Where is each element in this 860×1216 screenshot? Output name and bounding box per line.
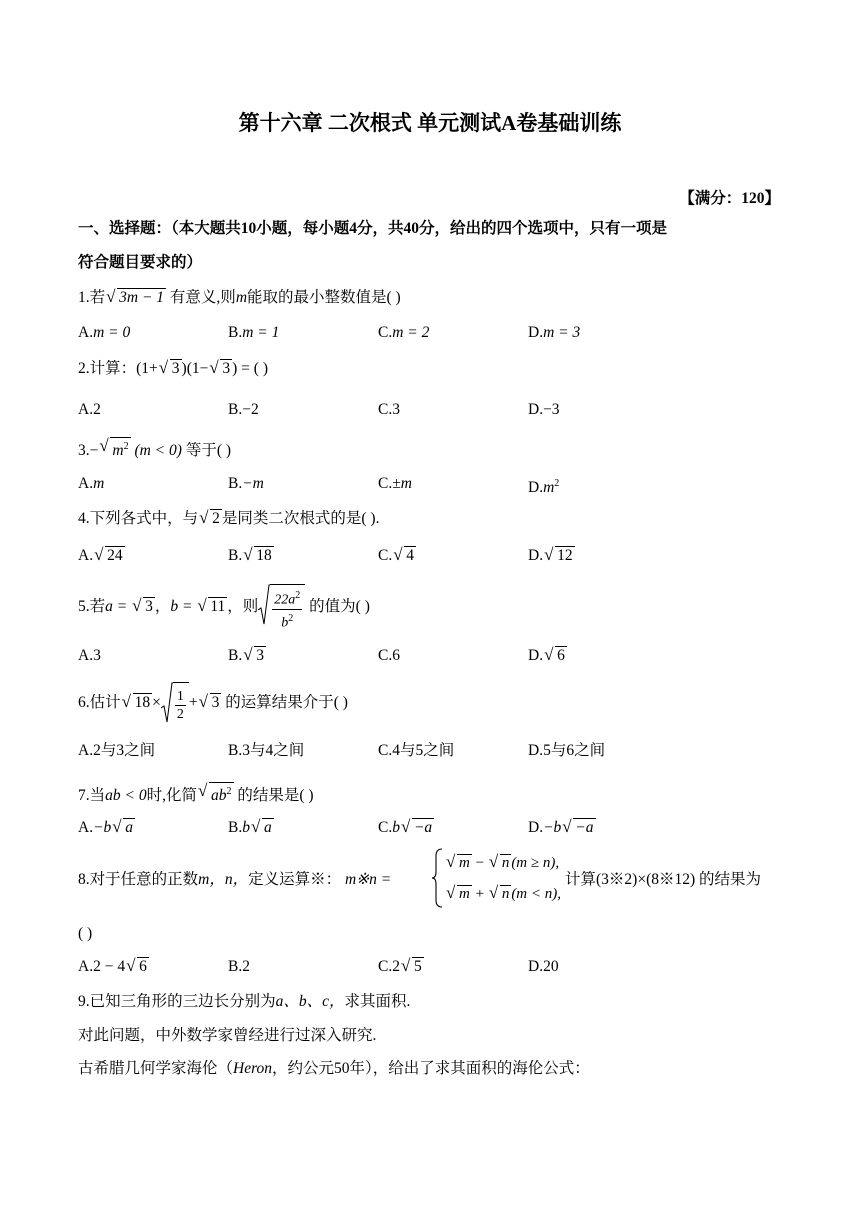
question-4-option-d[interactable]: D.√ 12 xyxy=(528,546,575,566)
question-1-option-d[interactable]: D.m = 3 xyxy=(528,324,581,341)
question-5-stem: 5.若a = √ 3 ，b = √ 11 ，则 $\frac{22a^2}{b^2}$ 的值为( ) xyxy=(78,584,370,631)
question-2-option-a[interactable]: A.2 xyxy=(78,401,101,418)
question-4-option-b[interactable]: B.√ 18 xyxy=(228,546,274,566)
question-8-stem-left: 8.对于任意的正数m，n，定义运算※： m※n = xyxy=(78,871,392,888)
question-8-stem-right: 计算(3※2)×(8※12) 的结果为 xyxy=(565,871,762,888)
question-8-answer-paren: ( ) xyxy=(78,925,93,942)
question-7-option-c[interactable]: C.b√ −a xyxy=(378,818,434,838)
question-2-option-b[interactable]: B.−2 xyxy=(228,401,259,418)
question-4-stem: 4.下列各式中，与√ 2 是同类二次根式的是( ). xyxy=(78,509,379,529)
piecewise-case-2: √ m + √ n (m < n), xyxy=(445,884,561,904)
question-8-option-c[interactable]: C.2√ 5 xyxy=(378,957,424,977)
half-root: $\frac{1}{2}$ xyxy=(161,682,189,725)
question-8-option-a[interactable]: A.2 − 4√ 6 xyxy=(78,957,149,977)
question-6-option-c[interactable]: C.4与5之间 xyxy=(378,742,455,759)
question-2-option-d[interactable]: D.−3 xyxy=(528,401,560,418)
question-6-option-a[interactable]: A.2与3之间 xyxy=(78,742,156,759)
question-1-option-b[interactable]: B.m = 1 xyxy=(228,324,280,341)
section-heading-line2: 符合题目要求的） xyxy=(78,254,203,271)
question-6-option-d[interactable]: D.5与6之间 xyxy=(528,742,606,759)
question-9-line-3: 古希腊几何学家海伦（Heron，约公元50年），给出了求其面积的海伦公式： xyxy=(78,1060,590,1077)
question-3-stem: 3.−√ $m^2$ (m < 0) 等于( ) xyxy=(78,437,231,461)
question-3-option-c[interactable]: C.±m xyxy=(378,475,412,492)
question-6-stem: 6.估计√ 18 × $\frac{1}{2}$ +√ 3 的运算结果介于( ) xyxy=(78,682,348,725)
question-3-option-d[interactable]: $D.m^2$ xyxy=(528,478,560,497)
question-7-option-b[interactable]: B.b√ a xyxy=(228,818,274,838)
question-1-option-a[interactable]: A.m = 0 xyxy=(78,324,131,341)
question-2-stem: 2.计算：(1+√ 3 )(1−√ 3 ) = ( ) xyxy=(78,359,268,379)
question-3-option-a[interactable]: A.m xyxy=(78,475,105,492)
question-9-line-2: 对此问题，中外数学家曾经进行过深入研究. xyxy=(78,1027,377,1044)
question-5-option-a[interactable]: A.3 xyxy=(78,647,101,664)
question-6-option-b[interactable]: B.3与4之间 xyxy=(228,742,305,759)
question-7-option-d[interactable]: D.−b√ −a xyxy=(528,818,596,838)
piecewise-case-1: √ m − √ n (m ≥ n), xyxy=(445,853,559,873)
question-1-option-c[interactable]: C.m = 2 xyxy=(378,324,430,341)
question-8-option-b[interactable]: B.2 xyxy=(228,958,250,975)
page-title: 第十六章 二次根式 单元测试A卷基础训练 xyxy=(238,111,622,135)
piecewise-brace xyxy=(431,848,443,908)
question-9-line-1: 9.已知三角形的三边长分别为a、b、c，求其面积. xyxy=(78,993,411,1010)
question-7-stem: 7.当ab < 0时,化简√ $ab^2$ 的结果是( ) xyxy=(78,782,314,806)
question-8-option-d[interactable]: D.20 xyxy=(528,958,559,975)
question-4-option-a[interactable]: A.√ 24 xyxy=(78,546,125,566)
full-score-label: 【满分：120】 xyxy=(679,190,780,207)
fraction-root: $\frac{22a^2}{b^2}$ xyxy=(258,584,305,631)
question-4-option-c[interactable]: C.√ 4 xyxy=(378,546,416,566)
question-7-option-a[interactable]: A.−b√ a xyxy=(78,818,135,838)
question-5-option-b[interactable]: B.√ 3 xyxy=(228,646,266,666)
question-1-stem: 1.若√ 3m − 1 有意义,则m能取的最小整数值是( ) xyxy=(78,288,401,308)
question-5-option-c[interactable]: C.6 xyxy=(378,647,400,664)
question-5-option-d[interactable]: D.√ 6 xyxy=(528,646,567,666)
question-3-option-b[interactable]: B.−m xyxy=(228,475,264,492)
question-2-option-c[interactable]: C.3 xyxy=(378,401,400,418)
section-heading-line1: 一、选择题：（本大题共10小题，每小题4分，共40分，给出的四个选项中，只有一项是 xyxy=(78,220,668,237)
